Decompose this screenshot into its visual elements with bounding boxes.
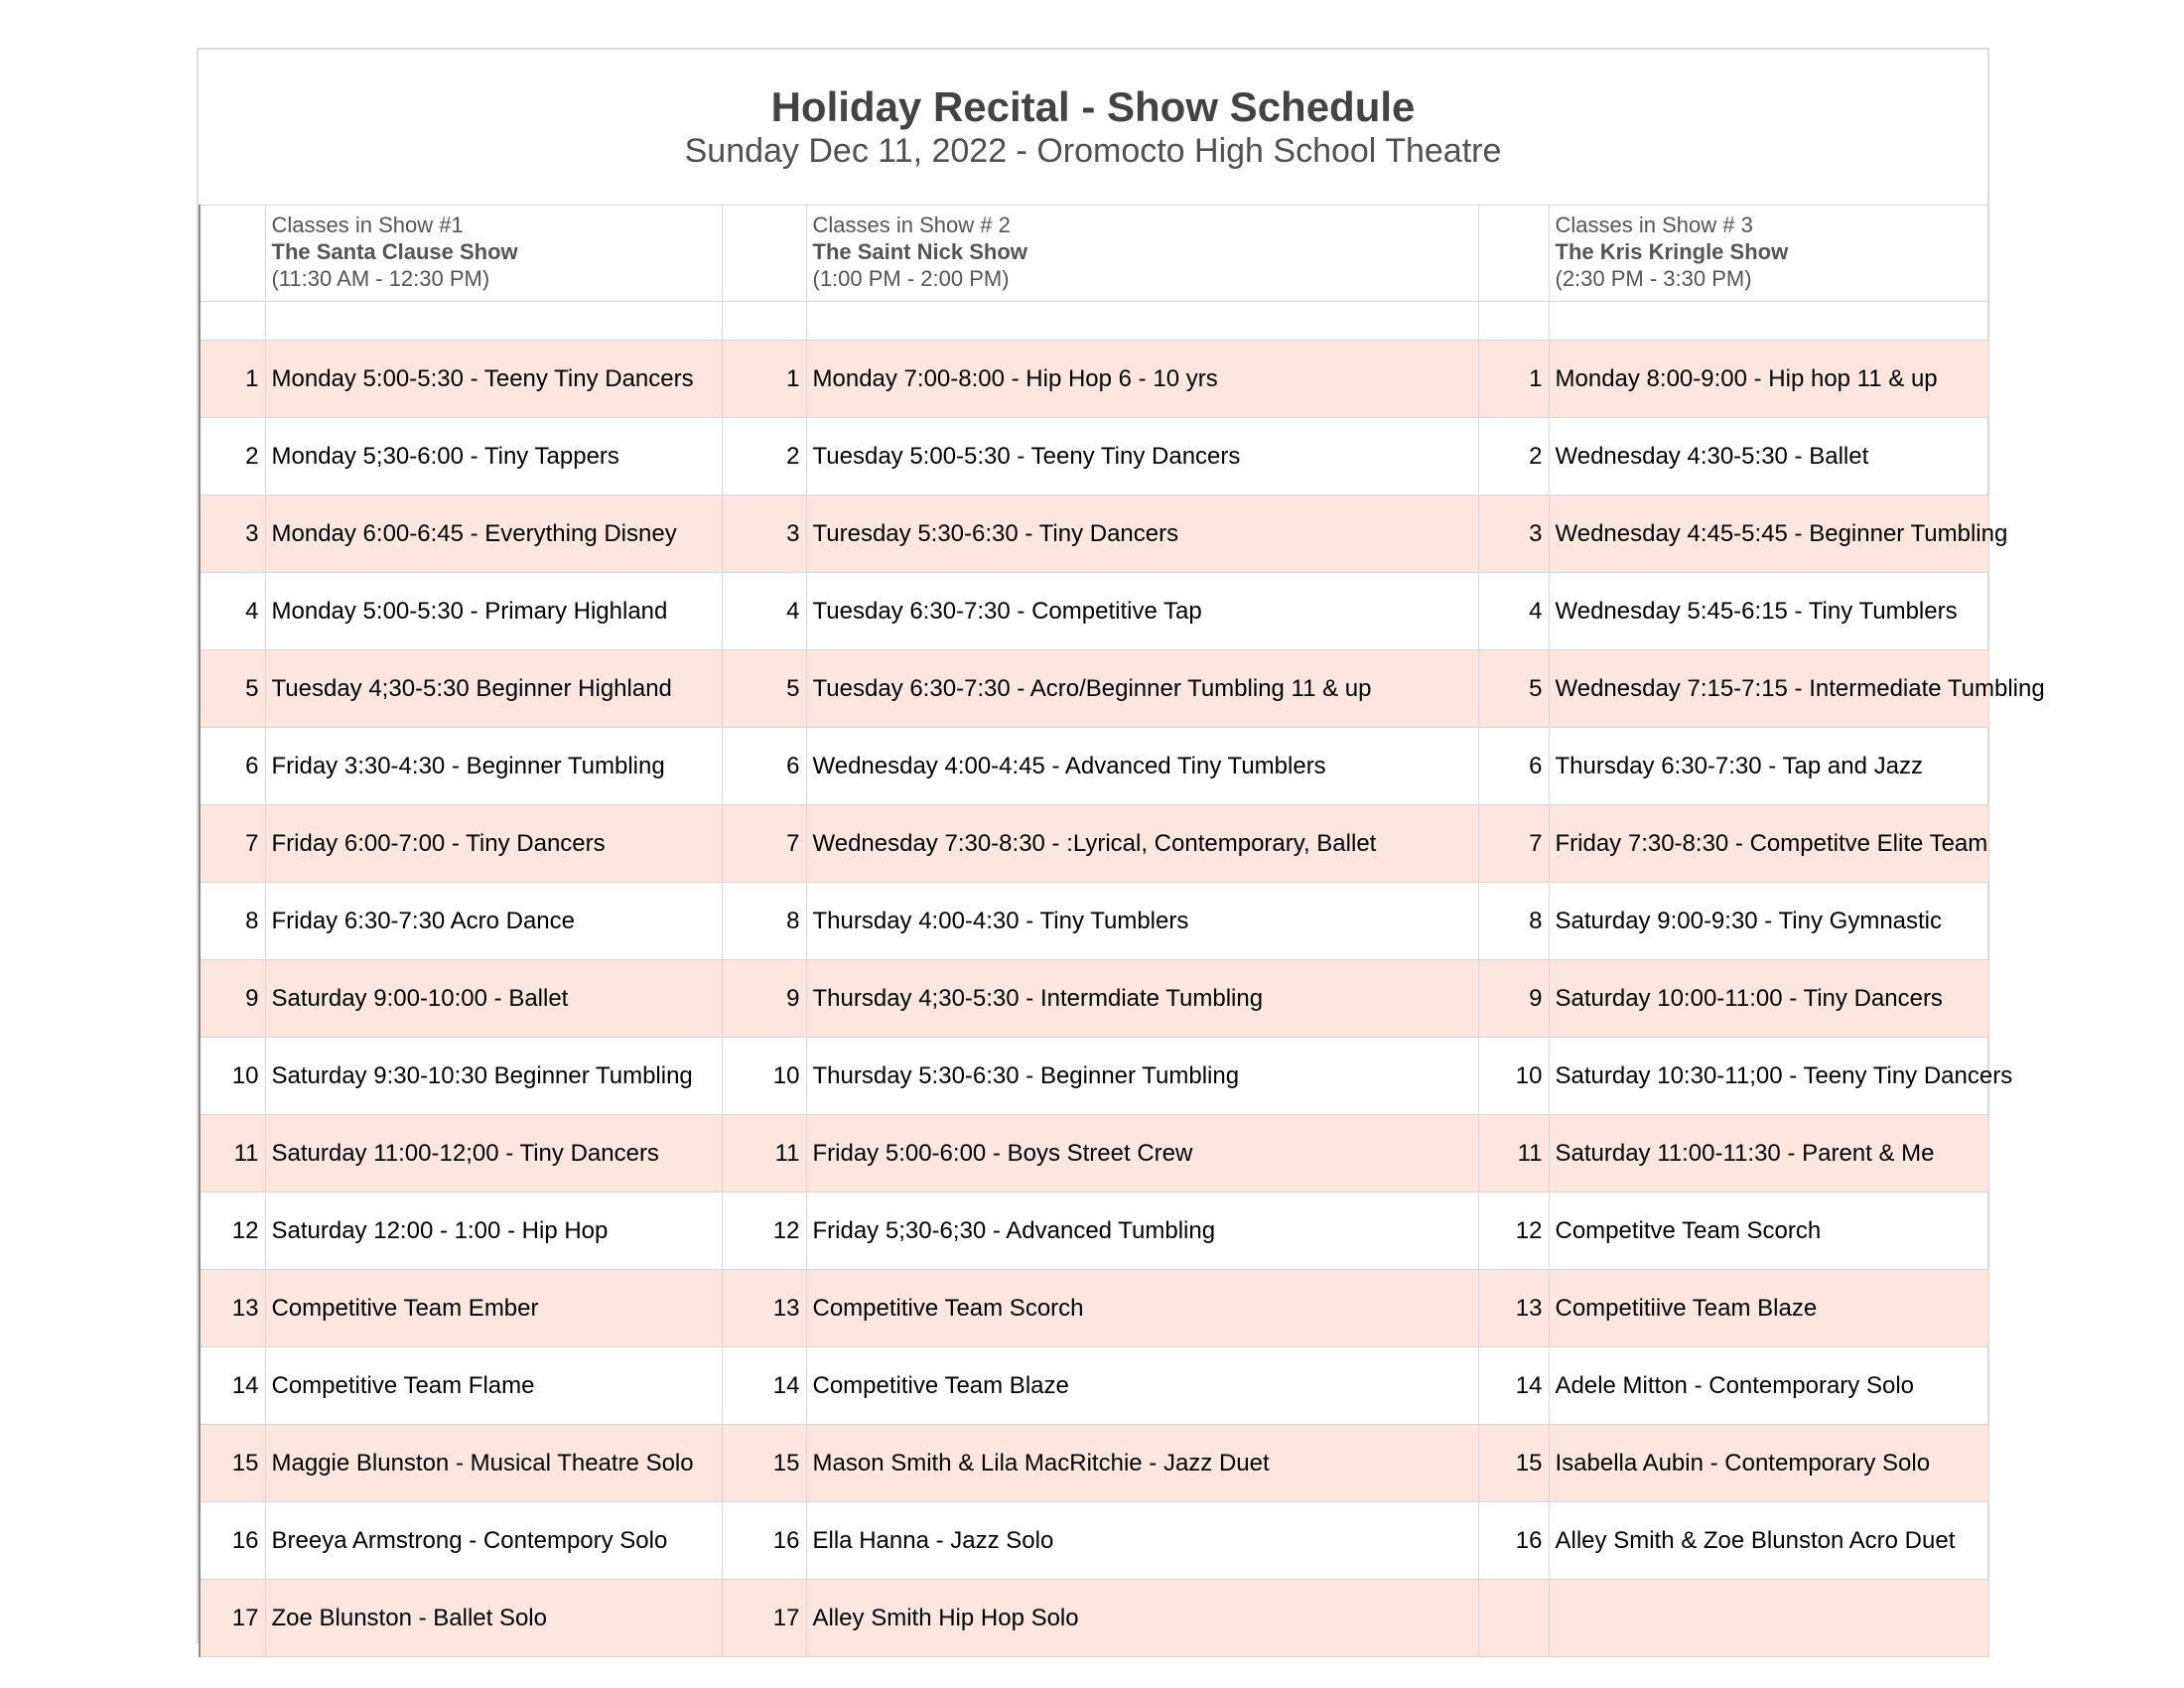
table-row [200,805,1988,883]
header-spacer-cell [200,206,265,302]
class-label: Friday 6:00-7:00 - Tiny Dancers [265,805,722,883]
class-label: Maggie Blunston - Musical Theatre Solo [265,1425,722,1502]
table-row [200,650,1988,728]
class-number: 8 [1478,883,1549,960]
table-row [200,960,1988,1038]
empty-cell [200,302,265,341]
class-number: 9 [722,960,806,1038]
class-label: Saturday 12:00 - 1:00 - Hip Hop [265,1193,722,1270]
table-row [200,1270,1988,1347]
class-number: 15 [1478,1425,1549,1502]
show-time: (1:00 PM - 2:00 PM) [812,266,1010,291]
class-label: Monday 5:00-5:30 - Primary Highland [265,573,722,650]
class-number: 4 [722,573,806,650]
class-number: 3 [722,495,806,573]
class-label: Adele Mitton - Contemporary Solo [1549,1347,1988,1425]
class-label: Competitive Team Ember [265,1270,722,1347]
class-label: Wednesday 4:30-5:30 - Ballet [1549,418,1988,495]
class-label: Mason Smith & Lila MacRitchie - Jazz Duet [806,1425,1478,1502]
class-number: 10 [1478,1038,1549,1115]
class-number: 11 [1478,1115,1549,1193]
class-number: 7 [722,805,806,883]
show-header-row [200,206,1988,302]
class-number: 14 [722,1347,806,1425]
show-time: (2:30 PM - 3:30 PM) [1555,266,1752,291]
class-label: Thursday 5:30-6:30 - Beginner Tumbling [806,1038,1478,1115]
class-number: 1 [200,341,265,418]
show-time: (11:30 AM - 12:30 PM) [271,266,490,291]
class-number: 9 [1478,960,1549,1038]
class-label: Wednesday 4:45-5:45 - Beginner Tumbling [1549,495,1988,573]
class-number: 17 [722,1580,806,1657]
class-number: 6 [200,728,265,805]
spacer-row [200,302,1988,341]
class-label: Monday 5:00-5:30 - Teeny Tiny Dancers [265,341,722,418]
class-label: Competitive Team Flame [265,1347,722,1425]
header-spacer-cell [722,206,806,302]
class-number: 17 [200,1580,265,1657]
class-label [1549,1580,1988,1657]
class-number: 3 [200,495,265,573]
class-label: Saturday 11:00-12;00 - Tiny Dancers [265,1115,722,1193]
schedule-sheet [197,48,2045,1643]
table-row [200,1193,1988,1270]
table-row [200,1425,1988,1502]
table-row [200,418,1988,495]
table-row [200,1580,1988,1657]
schedule-table [199,205,2045,1657]
show-heading: Classes in Show # 3 [1555,212,1753,237]
class-number: 7 [1478,805,1549,883]
class-label: Isabella Aubin - Contemporary Solo [1549,1425,1988,1502]
class-label: Saturday 9:30-10:30 Beginner Tumbling [265,1038,722,1115]
table-row [200,1115,1988,1193]
table-row [200,573,1988,650]
empty-cell [722,302,806,341]
class-number: 2 [1478,418,1549,495]
show-name: The Saint Nick Show [812,239,1027,264]
class-label: Monday 8:00-9:00 - Hip hop 11 & up [1549,341,1988,418]
class-number: 6 [1478,728,1549,805]
class-number: 6 [722,728,806,805]
show-3-header [1549,206,1988,302]
class-number: 13 [1478,1270,1549,1347]
class-label: Wednesday 4:00-4:45 - Advanced Tiny Tumblers [806,728,1478,805]
show-name: The Kris Kringle Show [1555,239,1789,264]
class-label: Wednesday 7:30-8:30 - :Lyrical, Contemporary, Ballet [806,805,1478,883]
class-number: 16 [1478,1502,1549,1580]
class-label: Saturday 10:00-11:00 - Tiny Dancers [1549,960,1988,1038]
class-label: Competitve Team Scorch [1549,1193,1988,1270]
class-number: 5 [722,650,806,728]
class-label: Ella Hanna - Jazz Solo [806,1502,1478,1580]
class-label: Turesday 5:30-6:30 - Tiny Dancers [806,495,1478,573]
empty-cell [1549,302,1988,341]
class-number: 12 [1478,1193,1549,1270]
class-number: 4 [1478,573,1549,650]
class-number: 2 [722,418,806,495]
class-number: 1 [1478,341,1549,418]
class-label: Friday 5:00-6:00 - Boys Street Crew [806,1115,1478,1193]
class-number: 11 [722,1115,806,1193]
show-name: The Santa Clause Show [271,239,518,264]
class-number: 15 [722,1425,806,1502]
class-number: 15 [200,1425,265,1502]
class-number: 14 [1478,1347,1549,1425]
table-row [200,341,1988,418]
class-label: Saturday 9:00-10:00 - Ballet [265,960,722,1038]
empty-cell [265,302,722,341]
class-number: 5 [1478,650,1549,728]
class-number: 2 [200,418,265,495]
title-block [199,50,1987,205]
show-heading: Classes in Show # 2 [812,212,1011,237]
document-title: Holiday Recital - Show Schedule [770,83,1416,130]
class-number: 16 [200,1502,265,1580]
class-label: Monday 6:00-6:45 - Everything Disney [265,495,722,573]
class-number: 10 [722,1038,806,1115]
class-label: Thursday 6:30-7:30 - Tap and Jazz [1549,728,1988,805]
class-label: Wednesday 7:15-7:15 - Intermediate Tumbling [1549,650,1988,728]
table-row [200,1347,1988,1425]
class-number: 11 [200,1115,265,1193]
class-number: 10 [200,1038,265,1115]
class-label: Alley Smith & Zoe Blunston Acro Duet [1549,1502,1988,1580]
table-row [200,728,1988,805]
class-label: Tuesday 6:30-7:30 - Competitive Tap [806,573,1478,650]
class-label: Tuesday 6:30-7:30 - Acro/Beginner Tumbling 11 & up [806,650,1478,728]
class-label: Thursday 4:00-4:30 - Tiny Tumblers [806,883,1478,960]
class-label: Tuesday 4;30-5:30 Beginner Highland [265,650,722,728]
class-number: 9 [200,960,265,1038]
class-label: Saturday 11:00-11:30 - Parent & Me [1549,1115,1988,1193]
class-label: Saturday 9:00-9:30 - Tiny Gymnastic [1549,883,1988,960]
table-row [200,1038,1988,1115]
class-number: 12 [200,1193,265,1270]
table-row [200,1502,1988,1580]
class-number: 7 [200,805,265,883]
class-label: Friday 7:30-8:30 - Competitve Elite Team [1549,805,1988,883]
class-number: 1 [722,341,806,418]
class-label: Monday 5;30-6:00 - Tiny Tappers [265,418,722,495]
class-label: Wednesday 5:45-6:15 - Tiny Tumblers [1549,573,1988,650]
class-number: 8 [200,883,265,960]
class-label: Friday 5;30-6;30 - Advanced Tumbling [806,1193,1478,1270]
class-number: 8 [722,883,806,960]
class-label: Monday 7:00-8:00 - Hip Hop 6 - 10 yrs [806,341,1478,418]
class-label: Breeya Armstrong - Contempory Solo [265,1502,722,1580]
class-number: 14 [200,1347,265,1425]
show-heading: Classes in Show #1 [271,212,464,237]
table-row [200,883,1988,960]
class-number: 13 [200,1270,265,1347]
class-label: Friday 3:30-4:30 - Beginner Tumbling [265,728,722,805]
class-label: Friday 6:30-7:30 Acro Dance [265,883,722,960]
class-number: 13 [722,1270,806,1347]
table-row [200,495,1988,573]
class-number: 4 [200,573,265,650]
class-number: 12 [722,1193,806,1270]
class-label: Competitiive Team Blaze [1549,1270,1988,1347]
show-2-header [806,206,1478,302]
class-label: Saturday 10:30-11;00 - Teeny Tiny Dancers [1549,1038,1988,1115]
header-spacer-cell [1478,206,1549,302]
empty-cell [806,302,1478,341]
show-1-header [265,206,722,302]
class-label: Tuesday 5:00-5:30 - Teeny Tiny Dancers [806,418,1478,495]
class-label: Thursday 4;30-5:30 - Intermdiate Tumbling [806,960,1478,1038]
class-label: Competitive Team Blaze [806,1347,1478,1425]
class-number [1478,1580,1549,1657]
class-number: 16 [722,1502,806,1580]
empty-cell [1478,302,1549,341]
class-label: Alley Smith Hip Hop Solo [806,1580,1478,1657]
class-number: 3 [1478,495,1549,573]
document-subtitle: Sunday Dec 11, 2022 - Oromocto High School Theatre [684,132,1502,170]
class-label: Zoe Blunston - Ballet Solo [265,1580,722,1657]
class-number: 5 [200,650,265,728]
class-label: Competitive Team Scorch [806,1270,1478,1347]
